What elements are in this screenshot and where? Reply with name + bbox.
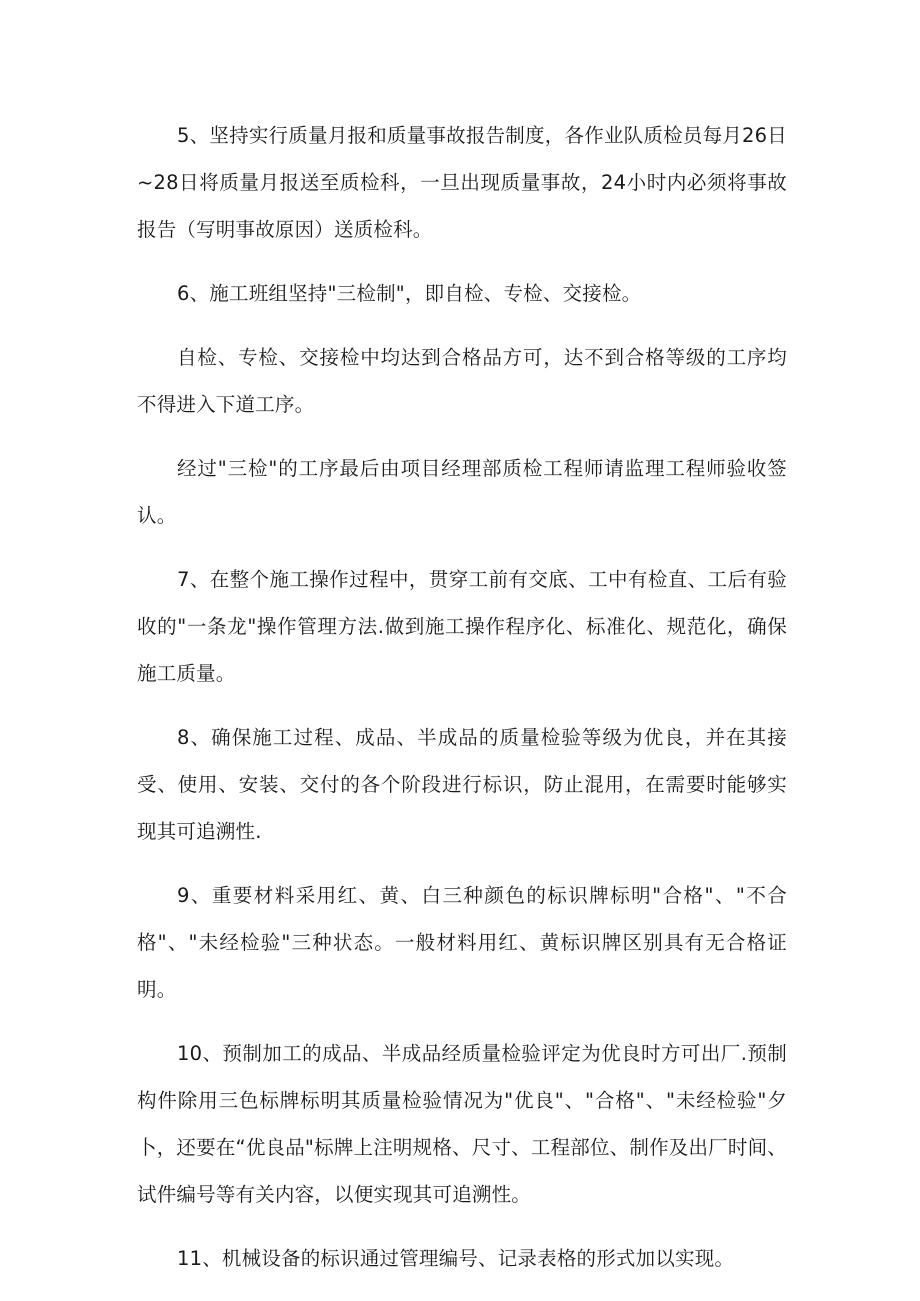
paragraph-item-9: 9、重要材料采用红、黄、白三种颜色的标识牌标明"合格"、"不合格"、"未经检验"三种状态。一般材料用红、黄标识牌区别具有无合格证明。 — [137, 884, 787, 1001]
paragraph-three-checks: 经过"三检"的工序最后由项目经理部质检工程师请监理工程师验收签认。 — [137, 457, 787, 527]
paragraph-item-10: 10、预制加工的成品、半成品经质量检验评定为优良时方可出厂.预制构件除用三色标牌标明其质量检验情况为"优良"、"合格"、"未经检验"夕卜，还要在“优良品"标牌上注明规格、尺寸、工程部位、制作及出厂时间、试件编号等有关内容，以便实现其可追溯性。 — [137, 1042, 787, 1206]
paragraph-item-8: 8、确保施工过程、成品、半成品的质量检验等级为优良，并在其接受、使用、安装、交付的各个阶段进行标识，防止混用，在需要时能够实现其可追溯性. — [137, 726, 787, 843]
paragraph-item-7: 7、在整个施工操作过程中，贯穿工前有交底、工中有检直、工后有验收的"一条龙"操作管理方法.做到施工操作程序化、标准化、规范化，确保施工质量。 — [137, 568, 787, 685]
document-body — [137, 112, 787, 1299]
paragraph-self-check: 自检、专检、交接检中均达到合格品方可，达不到合格等级的工序均不得进入下道工序。 — [137, 346, 787, 416]
paragraph-item-6: 6、施工班组坚持"三检制"，即自检、专检、交接检。 — [177, 282, 642, 305]
paragraph-item-5: 5、坚持实行质量月报和质量事故报告制度，各作业队质检员每月26日~28日将质量月报送至质检科，一旦出现质量事故，24小时内必须将事故报告（写明事故原因）送质检科。 — [137, 124, 787, 241]
paragraph-item-11: 11、机械设备的标识通过管理编号、记录表格的形式加以实现。 — [177, 1247, 735, 1270]
